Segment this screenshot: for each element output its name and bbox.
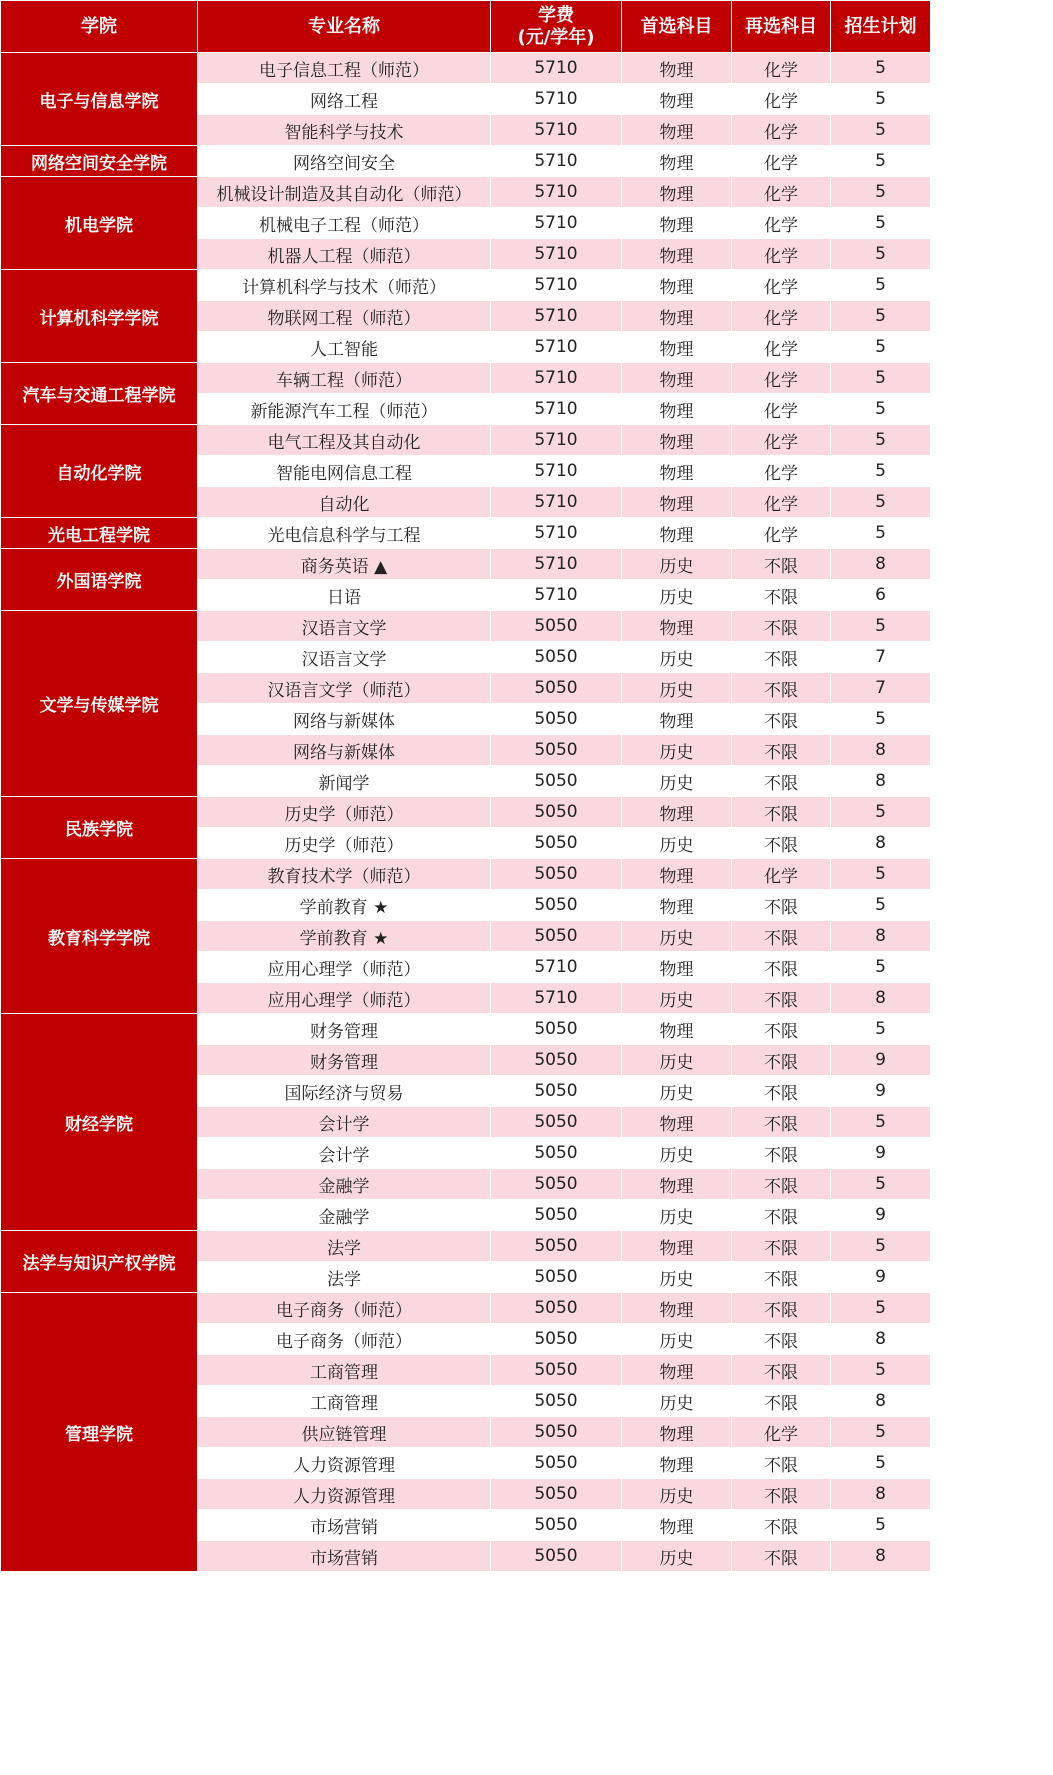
second-subject-cell: 化学 bbox=[732, 301, 831, 332]
major-cell: 工商管理 bbox=[198, 1386, 491, 1417]
second-subject-cell: 化学 bbox=[732, 1417, 831, 1448]
first-subject-cell: 物理 bbox=[622, 239, 732, 270]
second-subject-cell: 不限 bbox=[732, 1014, 831, 1045]
fee-cell: 5050 bbox=[491, 1138, 622, 1169]
second-subject-cell: 化学 bbox=[732, 146, 831, 177]
fee-cell: 5050 bbox=[491, 1448, 622, 1479]
college-cell: 光电工程学院 bbox=[1, 518, 198, 549]
second-subject-cell: 不限 bbox=[732, 1448, 831, 1479]
second-subject-cell: 不限 bbox=[732, 673, 831, 704]
fee-cell: 5710 bbox=[491, 115, 622, 146]
first-subject-cell: 历史 bbox=[622, 983, 732, 1014]
second-subject-cell: 不限 bbox=[732, 1231, 831, 1262]
college-cell: 管理学院 bbox=[1, 1293, 198, 1572]
fee-cell: 5710 bbox=[491, 363, 622, 394]
plan-cell: 9 bbox=[831, 1045, 931, 1076]
second-subject-cell: 不限 bbox=[732, 1076, 831, 1107]
second-subject-cell: 不限 bbox=[732, 1045, 831, 1076]
first-subject-cell: 历史 bbox=[622, 1200, 732, 1231]
major-cell: 应用心理学（师范） bbox=[198, 952, 491, 983]
major-cell: 金融学 bbox=[198, 1169, 491, 1200]
major-cell: 电子商务（师范） bbox=[198, 1293, 491, 1324]
major-cell: 车辆工程（师范） bbox=[198, 363, 491, 394]
plan-cell: 9 bbox=[831, 1200, 931, 1231]
first-subject-cell: 历史 bbox=[622, 1541, 732, 1572]
second-subject-cell: 化学 bbox=[732, 53, 831, 84]
college-cell: 法学与知识产权学院 bbox=[1, 1231, 198, 1293]
first-subject-cell: 物理 bbox=[622, 797, 732, 828]
fee-cell: 5710 bbox=[491, 177, 622, 208]
plan-cell: 5 bbox=[831, 53, 931, 84]
table-body bbox=[1, 53, 931, 1572]
major-cell: 新闻学 bbox=[198, 766, 491, 797]
fee-cell: 5050 bbox=[491, 1417, 622, 1448]
major-cell: 网络工程 bbox=[198, 84, 491, 115]
college-cell: 文学与传媒学院 bbox=[1, 611, 198, 797]
second-subject-cell: 化学 bbox=[732, 208, 831, 239]
fee-cell: 5050 bbox=[491, 921, 622, 952]
fee-cell: 5710 bbox=[491, 425, 622, 456]
major-cell: 财务管理 bbox=[198, 1045, 491, 1076]
fee-cell: 5710 bbox=[491, 270, 622, 301]
plan-cell: 5 bbox=[831, 704, 931, 735]
header-fee-line2: (元/学年) bbox=[517, 26, 595, 48]
fee-cell: 5050 bbox=[491, 1231, 622, 1262]
second-subject-cell: 不限 bbox=[732, 797, 831, 828]
major-cell: 人力资源管理 bbox=[198, 1448, 491, 1479]
first-subject-cell: 物理 bbox=[622, 394, 732, 425]
table-row bbox=[1, 549, 931, 580]
table-row bbox=[1, 270, 931, 301]
first-subject-cell: 物理 bbox=[622, 1107, 732, 1138]
second-subject-cell: 不限 bbox=[732, 921, 831, 952]
plan-cell: 5 bbox=[831, 301, 931, 332]
table-row bbox=[1, 797, 931, 828]
plan-cell: 5 bbox=[831, 1169, 931, 1200]
plan-cell: 5 bbox=[831, 84, 931, 115]
second-subject-cell: 不限 bbox=[732, 549, 831, 580]
major-cell: 电气工程及其自动化 bbox=[198, 425, 491, 456]
second-subject-cell: 化学 bbox=[732, 239, 831, 270]
plan-cell: 6 bbox=[831, 580, 931, 611]
fee-cell: 5050 bbox=[491, 1200, 622, 1231]
first-subject-cell: 物理 bbox=[622, 53, 732, 84]
first-subject-cell: 物理 bbox=[622, 518, 732, 549]
major-cell: 财务管理 bbox=[198, 1014, 491, 1045]
first-subject-cell: 历史 bbox=[622, 1479, 732, 1510]
first-subject-cell: 历史 bbox=[622, 1262, 732, 1293]
plan-cell: 5 bbox=[831, 1448, 931, 1479]
second-subject-cell: 化学 bbox=[732, 859, 831, 890]
major-cell: 教育技术学（师范） bbox=[198, 859, 491, 890]
fee-cell: 5710 bbox=[491, 301, 622, 332]
fee-cell: 5710 bbox=[491, 983, 622, 1014]
plan-cell: 5 bbox=[831, 797, 931, 828]
second-subject-cell: 不限 bbox=[732, 1479, 831, 1510]
second-subject-cell: 不限 bbox=[732, 1262, 831, 1293]
header-major: 专业名称 bbox=[198, 1, 491, 53]
major-cell: 计算机科学与技术（师范） bbox=[198, 270, 491, 301]
plan-cell: 5 bbox=[831, 332, 931, 363]
plan-cell: 5 bbox=[831, 425, 931, 456]
fee-cell: 5050 bbox=[491, 766, 622, 797]
major-cell: 工商管理 bbox=[198, 1355, 491, 1386]
second-subject-cell: 化学 bbox=[732, 270, 831, 301]
second-subject-cell: 不限 bbox=[732, 1324, 831, 1355]
first-subject-cell: 物理 bbox=[622, 84, 732, 115]
second-subject-cell: 不限 bbox=[732, 890, 831, 921]
plan-cell: 5 bbox=[831, 177, 931, 208]
second-subject-cell: 不限 bbox=[732, 1293, 831, 1324]
header-college: 学院 bbox=[1, 1, 198, 53]
fee-cell: 5710 bbox=[491, 332, 622, 363]
first-subject-cell: 历史 bbox=[622, 1076, 732, 1107]
college-cell: 民族学院 bbox=[1, 797, 198, 859]
major-cell: 网络与新媒体 bbox=[198, 704, 491, 735]
major-cell: 汉语言文学 bbox=[198, 642, 491, 673]
table-row bbox=[1, 1293, 931, 1324]
major-cell: 市场营销 bbox=[198, 1510, 491, 1541]
first-subject-cell: 物理 bbox=[622, 611, 732, 642]
table-row bbox=[1, 518, 931, 549]
header-plan: 招生计划 bbox=[831, 1, 931, 53]
fee-cell: 5050 bbox=[491, 1169, 622, 1200]
second-subject-cell: 化学 bbox=[732, 425, 831, 456]
first-subject-cell: 物理 bbox=[622, 1169, 732, 1200]
fee-cell: 5710 bbox=[491, 239, 622, 270]
plan-cell: 5 bbox=[831, 1510, 931, 1541]
first-subject-cell: 物理 bbox=[622, 270, 732, 301]
second-subject-cell: 化学 bbox=[732, 177, 831, 208]
fee-cell: 5710 bbox=[491, 487, 622, 518]
plan-cell: 5 bbox=[831, 952, 931, 983]
major-cell: 自动化 bbox=[198, 487, 491, 518]
plan-cell: 8 bbox=[831, 828, 931, 859]
plan-cell: 8 bbox=[831, 1386, 931, 1417]
major-cell: 金融学 bbox=[198, 1200, 491, 1231]
first-subject-cell: 历史 bbox=[622, 921, 732, 952]
fee-cell: 5710 bbox=[491, 580, 622, 611]
first-subject-cell: 物理 bbox=[622, 1014, 732, 1045]
fee-cell: 5710 bbox=[491, 84, 622, 115]
major-cell: 市场营销 bbox=[198, 1541, 491, 1572]
fee-cell: 5050 bbox=[491, 1510, 622, 1541]
fee-cell: 5710 bbox=[491, 146, 622, 177]
major-cell: 智能科学与技术 bbox=[198, 115, 491, 146]
second-subject-cell: 不限 bbox=[732, 580, 831, 611]
header-second-subject: 再选科目 bbox=[732, 1, 831, 53]
second-subject-cell: 不限 bbox=[732, 1107, 831, 1138]
plan-cell: 8 bbox=[831, 983, 931, 1014]
major-cell: 法学 bbox=[198, 1231, 491, 1262]
plan-cell: 5 bbox=[831, 1107, 931, 1138]
first-subject-cell: 历史 bbox=[622, 580, 732, 611]
major-cell: 人力资源管理 bbox=[198, 1479, 491, 1510]
table-row bbox=[1, 859, 931, 890]
major-cell: 新能源汽车工程（师范） bbox=[198, 394, 491, 425]
first-subject-cell: 物理 bbox=[622, 1510, 732, 1541]
first-subject-cell: 历史 bbox=[622, 549, 732, 580]
second-subject-cell: 不限 bbox=[732, 1200, 831, 1231]
table-header-row bbox=[1, 1, 931, 53]
major-cell: 机械设计制造及其自动化（师范） bbox=[198, 177, 491, 208]
major-cell: 应用心理学（师范） bbox=[198, 983, 491, 1014]
first-subject-cell: 历史 bbox=[622, 673, 732, 704]
header-first-subject: 首选科目 bbox=[622, 1, 732, 53]
college-cell: 教育科学学院 bbox=[1, 859, 198, 1014]
second-subject-cell: 不限 bbox=[732, 1355, 831, 1386]
plan-cell: 5 bbox=[831, 363, 931, 394]
table-row bbox=[1, 425, 931, 456]
plan-cell: 5 bbox=[831, 1355, 931, 1386]
fee-cell: 5050 bbox=[491, 1107, 622, 1138]
fee-cell: 5050 bbox=[491, 828, 622, 859]
major-cell: 汉语言文学 bbox=[198, 611, 491, 642]
plan-cell: 7 bbox=[831, 673, 931, 704]
fee-cell: 5050 bbox=[491, 735, 622, 766]
major-cell: 机器人工程（师范） bbox=[198, 239, 491, 270]
first-subject-cell: 物理 bbox=[622, 146, 732, 177]
major-cell: 网络空间安全 bbox=[198, 146, 491, 177]
fee-cell: 5050 bbox=[491, 1014, 622, 1045]
plan-cell: 8 bbox=[831, 735, 931, 766]
header-fee-line1: 学费 bbox=[538, 4, 574, 26]
fee-cell: 5050 bbox=[491, 1541, 622, 1572]
plan-cell: 5 bbox=[831, 1417, 931, 1448]
first-subject-cell: 物理 bbox=[622, 1448, 732, 1479]
second-subject-cell: 不限 bbox=[732, 642, 831, 673]
fee-cell: 5050 bbox=[491, 642, 622, 673]
plan-cell: 5 bbox=[831, 239, 931, 270]
first-subject-cell: 历史 bbox=[622, 1324, 732, 1355]
plan-cell: 9 bbox=[831, 1138, 931, 1169]
plan-cell: 9 bbox=[831, 1262, 931, 1293]
fee-cell: 5710 bbox=[491, 394, 622, 425]
first-subject-cell: 物理 bbox=[622, 952, 732, 983]
major-cell: 学前教育 ★ bbox=[198, 921, 491, 952]
major-cell: 日语 bbox=[198, 580, 491, 611]
major-cell: 商务英语 ▲ bbox=[198, 549, 491, 580]
fee-cell: 5050 bbox=[491, 1045, 622, 1076]
second-subject-cell: 不限 bbox=[732, 704, 831, 735]
second-subject-cell: 不限 bbox=[732, 1510, 831, 1541]
table-row bbox=[1, 53, 931, 84]
college-cell: 财经学院 bbox=[1, 1014, 198, 1231]
college-cell: 网络空间安全学院 bbox=[1, 146, 198, 177]
first-subject-cell: 物理 bbox=[622, 363, 732, 394]
plan-cell: 5 bbox=[831, 611, 931, 642]
first-subject-cell: 历史 bbox=[622, 828, 732, 859]
first-subject-cell: 物理 bbox=[622, 1355, 732, 1386]
plan-cell: 8 bbox=[831, 1324, 931, 1355]
plan-cell: 5 bbox=[831, 487, 931, 518]
college-cell: 计算机科学学院 bbox=[1, 270, 198, 363]
major-cell: 供应链管理 bbox=[198, 1417, 491, 1448]
first-subject-cell: 历史 bbox=[622, 735, 732, 766]
first-subject-cell: 物理 bbox=[622, 890, 732, 921]
plan-cell: 7 bbox=[831, 642, 931, 673]
college-cell: 外国语学院 bbox=[1, 549, 198, 611]
first-subject-cell: 物理 bbox=[622, 115, 732, 146]
first-subject-cell: 历史 bbox=[622, 766, 732, 797]
plan-cell: 8 bbox=[831, 766, 931, 797]
college-cell: 汽车与交通工程学院 bbox=[1, 363, 198, 425]
first-subject-cell: 物理 bbox=[622, 332, 732, 363]
fee-cell: 5050 bbox=[491, 1293, 622, 1324]
first-subject-cell: 物理 bbox=[622, 859, 732, 890]
plan-cell: 5 bbox=[831, 208, 931, 239]
plan-cell: 5 bbox=[831, 146, 931, 177]
first-subject-cell: 物理 bbox=[622, 425, 732, 456]
plan-cell: 5 bbox=[831, 859, 931, 890]
fee-cell: 5050 bbox=[491, 797, 622, 828]
major-cell: 法学 bbox=[198, 1262, 491, 1293]
first-subject-cell: 历史 bbox=[622, 1045, 732, 1076]
major-cell: 光电信息科学与工程 bbox=[198, 518, 491, 549]
first-subject-cell: 物理 bbox=[622, 301, 732, 332]
table-row bbox=[1, 363, 931, 394]
plan-cell: 5 bbox=[831, 1014, 931, 1045]
first-subject-cell: 物理 bbox=[622, 456, 732, 487]
major-cell: 网络与新媒体 bbox=[198, 735, 491, 766]
second-subject-cell: 不限 bbox=[732, 828, 831, 859]
plan-cell: 8 bbox=[831, 921, 931, 952]
second-subject-cell: 不限 bbox=[732, 1138, 831, 1169]
second-subject-cell: 不限 bbox=[732, 611, 831, 642]
major-cell: 会计学 bbox=[198, 1107, 491, 1138]
second-subject-cell: 化学 bbox=[732, 456, 831, 487]
plan-cell: 5 bbox=[831, 1293, 931, 1324]
major-cell: 历史学（师范） bbox=[198, 797, 491, 828]
second-subject-cell: 不限 bbox=[732, 1169, 831, 1200]
header-fee bbox=[491, 1, 622, 53]
fee-cell: 5710 bbox=[491, 518, 622, 549]
plan-cell: 5 bbox=[831, 456, 931, 487]
plan-cell: 8 bbox=[831, 1541, 931, 1572]
fee-cell: 5710 bbox=[491, 208, 622, 239]
second-subject-cell: 不限 bbox=[732, 1386, 831, 1417]
fee-cell: 5050 bbox=[491, 673, 622, 704]
first-subject-cell: 历史 bbox=[622, 1386, 732, 1417]
plan-cell: 5 bbox=[831, 518, 931, 549]
table-row bbox=[1, 1014, 931, 1045]
major-cell: 会计学 bbox=[198, 1138, 491, 1169]
second-subject-cell: 化学 bbox=[732, 84, 831, 115]
fee-cell: 5710 bbox=[491, 952, 622, 983]
fee-cell: 5050 bbox=[491, 1076, 622, 1107]
second-subject-cell: 化学 bbox=[732, 115, 831, 146]
plan-cell: 8 bbox=[831, 1479, 931, 1510]
fee-cell: 5050 bbox=[491, 890, 622, 921]
plan-cell: 5 bbox=[831, 1231, 931, 1262]
fee-cell: 5710 bbox=[491, 456, 622, 487]
plan-cell: 9 bbox=[831, 1076, 931, 1107]
second-subject-cell: 化学 bbox=[732, 487, 831, 518]
second-subject-cell: 不限 bbox=[732, 983, 831, 1014]
first-subject-cell: 物理 bbox=[622, 208, 732, 239]
first-subject-cell: 物理 bbox=[622, 704, 732, 735]
major-cell: 学前教育 ★ bbox=[198, 890, 491, 921]
plan-cell: 8 bbox=[831, 549, 931, 580]
second-subject-cell: 化学 bbox=[732, 518, 831, 549]
college-cell: 电子与信息学院 bbox=[1, 53, 198, 146]
first-subject-cell: 物理 bbox=[622, 487, 732, 518]
first-subject-cell: 物理 bbox=[622, 1417, 732, 1448]
fee-cell: 5050 bbox=[491, 1386, 622, 1417]
plan-cell: 5 bbox=[831, 890, 931, 921]
plan-cell: 5 bbox=[831, 115, 931, 146]
fee-cell: 5710 bbox=[491, 549, 622, 580]
plan-cell: 5 bbox=[831, 394, 931, 425]
first-subject-cell: 物理 bbox=[622, 1293, 732, 1324]
major-cell: 人工智能 bbox=[198, 332, 491, 363]
major-cell: 国际经济与贸易 bbox=[198, 1076, 491, 1107]
table-row bbox=[1, 611, 931, 642]
college-cell: 自动化学院 bbox=[1, 425, 198, 518]
second-subject-cell: 不限 bbox=[732, 766, 831, 797]
first-subject-cell: 物理 bbox=[622, 177, 732, 208]
fee-cell: 5050 bbox=[491, 611, 622, 642]
fee-cell: 5050 bbox=[491, 1262, 622, 1293]
major-cell: 机械电子工程（师范） bbox=[198, 208, 491, 239]
major-cell: 物联网工程（师范） bbox=[198, 301, 491, 332]
major-cell: 历史学（师范） bbox=[198, 828, 491, 859]
table-row bbox=[1, 177, 931, 208]
second-subject-cell: 不限 bbox=[732, 1541, 831, 1572]
table-row bbox=[1, 146, 931, 177]
college-cell: 机电学院 bbox=[1, 177, 198, 270]
fee-cell: 5710 bbox=[491, 53, 622, 84]
second-subject-cell: 不限 bbox=[732, 952, 831, 983]
second-subject-cell: 化学 bbox=[732, 332, 831, 363]
table-row bbox=[1, 1231, 931, 1262]
major-cell: 电子信息工程（师范） bbox=[198, 53, 491, 84]
fee-cell: 5050 bbox=[491, 1324, 622, 1355]
plan-cell: 5 bbox=[831, 270, 931, 301]
major-cell: 汉语言文学（师范） bbox=[198, 673, 491, 704]
second-subject-cell: 化学 bbox=[732, 363, 831, 394]
fee-cell: 5050 bbox=[491, 1479, 622, 1510]
first-subject-cell: 历史 bbox=[622, 642, 732, 673]
second-subject-cell: 不限 bbox=[732, 735, 831, 766]
major-cell: 智能电网信息工程 bbox=[198, 456, 491, 487]
fee-cell: 5050 bbox=[491, 859, 622, 890]
fee-cell: 5050 bbox=[491, 1355, 622, 1386]
first-subject-cell: 历史 bbox=[622, 1138, 732, 1169]
first-subject-cell: 物理 bbox=[622, 1231, 732, 1262]
second-subject-cell: 化学 bbox=[732, 394, 831, 425]
major-cell: 电子商务（师范） bbox=[198, 1324, 491, 1355]
fee-cell: 5050 bbox=[491, 704, 622, 735]
